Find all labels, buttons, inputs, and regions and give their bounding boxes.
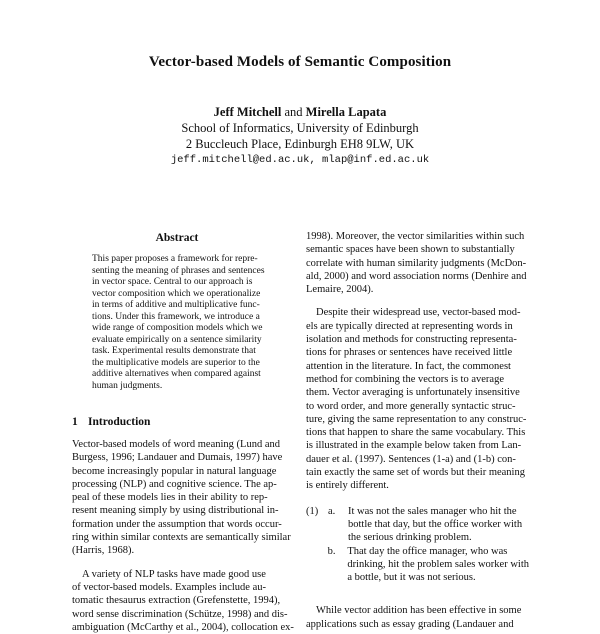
abstract-line: in vector space. Central to our approach is <box>92 277 253 287</box>
text-line: ring within similar contexts are semantically similar <box>72 532 291 544</box>
text-line: them. Vector averaging is unfortunately insensitive <box>306 387 520 399</box>
text-line: While vector addition has been effective in some <box>316 605 522 617</box>
author-names <box>0 104 600 120</box>
example-1b <box>306 545 529 585</box>
affiliation: School of Informatics, University of Edinburgh <box>181 121 419 135</box>
abstract-line: This paper proposes a framework for repre- <box>92 254 258 264</box>
text-line: tain exactly the same set of words but their meaning <box>306 467 525 479</box>
section-title: Introduction <box>88 416 151 428</box>
abstract-line: in terms of additive and multiplicative func- <box>92 300 260 310</box>
text-line: 1998). Moreover, the vector similarities within such <box>306 231 525 242</box>
author-emails: jeff.mitchell@ed.ac.uk, mlap@inf.ed.ac.uk <box>170 154 430 166</box>
text-line: Vector-based models of word meaning (Lund and <box>72 439 280 450</box>
text-line: the serious drinking problem. <box>348 532 472 544</box>
author-conjunction: and <box>284 105 303 119</box>
text-line: is entirely different. <box>306 480 389 492</box>
author-block <box>0 104 600 168</box>
text-line: tomatic thesaurus extraction (Grefenstette, 1994), <box>72 595 281 607</box>
abstract-line: task. Experimental results demonstrate that <box>92 346 256 356</box>
author-1: Jeff Mitchell <box>213 105 282 119</box>
abstract-line: tions. Under this framework, we introduce a <box>92 311 260 322</box>
text-line: correlate with human similarity judgments (McDon- <box>306 257 527 269</box>
text-line: ture, giving the same representation to any construc- <box>306 413 527 425</box>
text-line: processing (NLP) and cognitive science. The ap- <box>72 478 277 490</box>
text-line: ambiguation (McCarthy et al., 2004), collocation ex- <box>72 621 294 633</box>
text-line: ald, 2000) and word association norms (Denhire and <box>306 270 527 282</box>
text-line: become increasingly popular in natural language <box>72 465 277 477</box>
text-line: resent meaning simply by using distributional in- <box>72 505 279 517</box>
example-number: (1) <box>306 505 319 517</box>
text-line: Despite their widespread use, vector-based mod- <box>316 307 521 319</box>
example-a-text <box>348 505 529 545</box>
text-line: It was not the sales manager who hit the <box>348 505 517 517</box>
text-line: a bottle, but it was not serious. <box>347 572 476 584</box>
right-paragraph-1 <box>306 230 529 296</box>
intro-paragraph-2 <box>72 568 294 634</box>
example-label-b: b. <box>327 545 336 557</box>
text-line: Lemaire, 2004). <box>306 284 374 296</box>
text-line: tions for phrases or sentences have received little <box>306 347 513 359</box>
abstract-line: evaluate empirically on a sentence similarity <box>92 334 262 345</box>
example-1a <box>306 505 529 545</box>
abstract-heading: Abstract <box>155 232 199 244</box>
text-line: to word order, and more generally syntactic struc- <box>306 400 516 412</box>
abstract-line: vector composition which we operationalize <box>92 288 261 299</box>
right-column <box>306 230 529 631</box>
text-line: is illustrated in the example below taken from Lan- <box>306 440 522 452</box>
author-2: Mirella Lapata <box>305 105 387 119</box>
text-line: peal of these models lies in their ability to rep- <box>72 492 268 504</box>
section-number: 1 <box>72 416 78 428</box>
example-label-a: a. <box>328 505 336 517</box>
text-line: A variety of NLP tasks have made good use <box>82 568 266 580</box>
text-line: formation under the assumption that words occur- <box>72 518 282 530</box>
example-b-text <box>347 545 529 585</box>
text-line: els are typically directed at representing words in <box>306 320 513 332</box>
right-paragraph-2 <box>306 306 529 492</box>
left-column <box>72 230 294 634</box>
text-line: dauer et al. (1997). Sentences (1-a) and (1-b) con- <box>306 453 516 465</box>
text-line: tions that happen to share the same vocabulary. This <box>306 427 526 439</box>
section-heading-introduction <box>72 416 282 428</box>
abstract-line: wide range of composition models which we <box>92 323 263 333</box>
text-line: method for combining the vectors is to average <box>306 373 504 385</box>
abstract-body <box>92 254 282 392</box>
text-line: Burgess, 1996; Landauer and Dumais, 1997) have <box>72 452 283 464</box>
abstract-line: the multiplicative models are superior to the <box>92 357 260 368</box>
abstract-line: senting the meaning of phrases and sentences <box>92 265 265 276</box>
text-line: bottle that day, but the office worker with <box>348 518 523 530</box>
paper-title: Vector-based Models of Semantic Composition <box>148 54 452 70</box>
right-paragraph-3 <box>306 604 529 631</box>
text-line: attention in the literature. In fact, the commonest <box>306 360 511 372</box>
intro-paragraph-1 <box>72 438 291 558</box>
address: 2 Buccleuch Place, Edinburgh EH8 9LW, UK <box>185 137 415 151</box>
text-line: (Harris, 1968). <box>72 545 135 557</box>
example-1 <box>306 505 529 585</box>
text-line: That day the office manager, who was <box>347 545 508 557</box>
text-line: drinking, hit the problem sales worker with <box>347 558 529 570</box>
abstract-line: additive alternatives when compared against <box>92 369 261 379</box>
text-line: isolation and methods for constructing representa- <box>306 334 517 346</box>
text-line: semantic spaces have been shown to substantially <box>306 244 515 256</box>
text-line: word sense discrimination (Schütze, 1998) and dis- <box>72 608 288 620</box>
text-line: of vector-based models. Examples include au- <box>72 581 266 593</box>
abstract-line: human judgments. <box>92 380 163 391</box>
text-line: applications such as essay grading (Landauer and <box>306 618 514 630</box>
